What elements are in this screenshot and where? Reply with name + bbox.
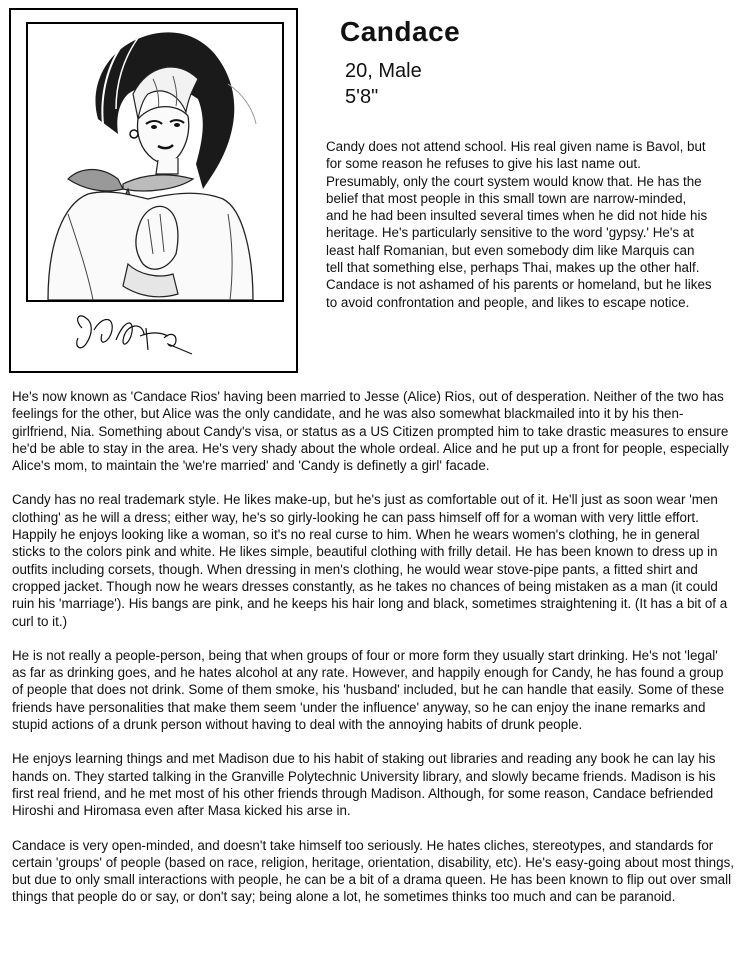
portrait-drawing bbox=[26, 22, 284, 302]
bio-paragraph: Candy has no real trademark style. He likes make-up, but he's just as comfortable out of it. He'll just as soon wear 'men clothing' as he will a dress; either way, he's so girly-looking he can pass himself off for a woman with very little effort. Happily he enjoys looking like a woman, so it's no real curse to him. When he wears women's clothing, he in general sticks to the colors pink and white. He likes simple, beautiful clothing with frilly detail. He has been known to dress up in outfits including corsets, though. When dressing in men's clothing, he would wear stove-pipe pants, a fitted shirt and cropped jacket. Though now he wears dresses constantly, as he takes no chances of being mistaken as a man (it could ruin his 'marriage'). His bangs are pink, and he keeps his hair long and black, sometimes straightening it. (It has a bit of a curl to it.) bbox=[12, 492, 728, 629]
age-sex: 20, Male bbox=[345, 60, 422, 82]
portrait-illustration bbox=[28, 24, 282, 300]
bio-paragraph: He enjoys learning things and met Madison due to his habit of staking out libraries and reading any book he can lay his hands on. They started talking in the Granville Polytechnic University library, and slowly became friends. Madison is his first real friend, and he met most of his other friends through Madison. Although, for some reason, Candace befriended Hiroshi and Hiromasa even after Masa kicked his arse in. bbox=[12, 751, 716, 819]
bio-paragraph: Candace is very open-minded, and doesn't take himself too seriously. He hates cliches, stereotypes, and standards for certain 'groups' of people (based on race, religion, heritage, orientation, disability, etc). He's easy-going about most things, but due to only small interactions with people, he can be a bit of a drama queen. He has been known to flip out over small things that people do or say, or don't say; being alone a lot, he sometimes thinks too much and can be paranoid. bbox=[12, 837, 734, 905]
bio-body bbox=[12, 388, 734, 923]
intro-paragraph: Candy does not attend school. His real given name is Bavol, but for some reason he refuses to give his last name out. Presumably, only the court system would know that. He has the belief that most people in this small town are narrow-minded, and he had been insulted several times when he did not hide his heritage. He's particularly sensitive to the word 'gypsy.' He's at least half Romanian, but even somebody dim like Marquis can tell that something else, perhaps Thai, makes up the other half. Candace is not ashamed of his parents or homeland, but he likes to avoid confrontation and people, and likes to escape notice. bbox=[326, 139, 712, 310]
bio-paragraph: He is not really a people-person, being that when groups of four or more form they usually start drinking. He's not 'legal' as far as drinking goes, and he hates alcohol at any rate. However, and happily enough for Candy, he has found a group of people that does not drink. Some of them smoke, his 'husband' included, but he can handle that easily. Some of these friends have personalities that make them seem 'under the influence' anyway, so he can enjoy the inane remarks and stupid actions of a drunk person without having to deal with the annoying habits of drunk people. bbox=[12, 647, 725, 733]
signature bbox=[72, 310, 202, 358]
character-name: Candace bbox=[340, 16, 461, 47]
bio-paragraph: He's now known as 'Candace Rios' having been married to Jesse (Alice) Rios, out of desperation. Neither of the two has feelings for the other, but Alice was the only candidate, and he was also somewhat blackmailed into it by his then-girlfriend, Nia. Something about Candy's visa, or status as a US Citizen prompted him to take drastic measures to ensure he'd be able to stay in the area. He's very shady about the whole ordeal. Alice and he put up a front for people, especially Alice's mom, to maintain the 'we're married' and 'Candy is definetly a girl' facade. bbox=[12, 389, 729, 474]
character-height: 5'8" bbox=[345, 86, 379, 108]
